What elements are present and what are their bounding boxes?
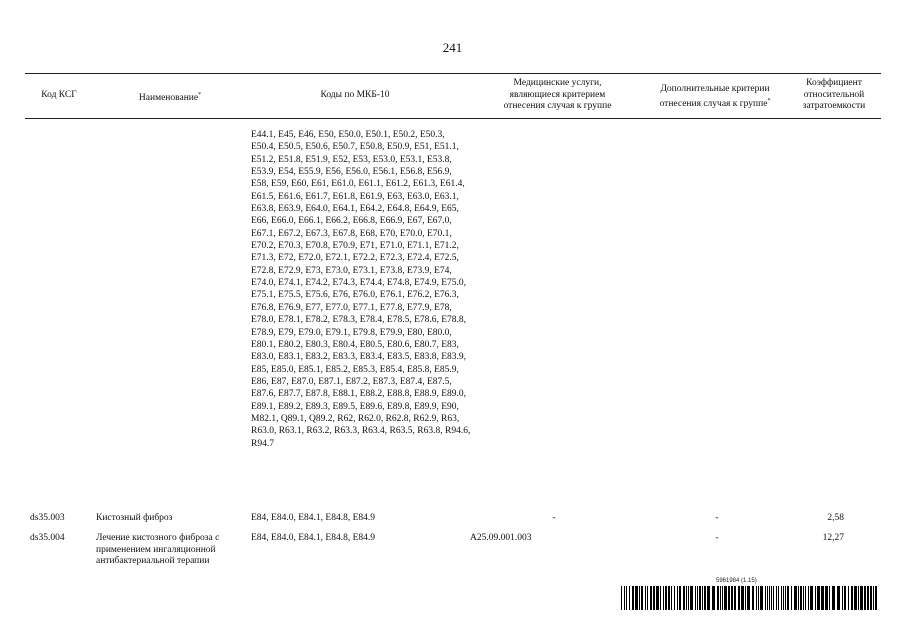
header-name-marker: *	[198, 92, 202, 98]
header-extra-marker: *	[767, 97, 771, 104]
header-name-text: Наименование	[138, 93, 199, 104]
header-code-ksg: Код КСГ	[41, 90, 77, 100]
row-coef: 2,58	[827, 513, 844, 523]
header-top-rule	[25, 73, 881, 74]
header-name	[95, 90, 245, 105]
barcode-bars	[621, 586, 878, 610]
row-mkb: E84, E84.0, E84.1, E84.8, E84.9	[251, 513, 376, 523]
header-bottom-rule	[25, 118, 881, 119]
row-name: Кистозный фиброз	[96, 513, 173, 523]
row-mkb: E84, E84.0, E84.1, E84.8, E84.9	[251, 533, 376, 543]
header-extra-criteria	[645, 84, 785, 110]
row-coef: 12,27	[822, 533, 844, 543]
row-extra: -	[715, 513, 719, 523]
row-code: ds35.004	[30, 533, 65, 543]
header-mkb-codes: Коды по МКБ-10	[320, 90, 390, 100]
continued-mkb-codes: E44.1, E45, E46, E50, E50.0, E50.1, E50.2, E50.3, E50.4, E50.5, E50.6, E50.7, E50.8, E50.9, E51, E51.1, E51.2, E51.8, E51.9, E52, E53, E53.0, E53.1, E53.8, E53.9, E54, E55.9, E56, E56.0, E56.1, E56.8, E56.9, E58, E59, E60, E61, E61.0, E61.1, E61.2, E61.3, E61.4, E61.5, E61.6, E61.7, E61.8, E61.9, E63, E63.0, E63.1, E63.8, E63.9, E64.0, E64.1, E64.2, E64.8, E64.9, E65, E66, E66.0, E66.1, E66.2, E66.8, E66.9, E67, E67.0, E67.1, E67.2, E67.3, E67.8, E68, E70, E70.0, E70.1, E70.2, E70.3, E70.8, E70.9, E71, E71.0, E71.1, E71.2, E71.3, E72, E72.0, E72.1, E72.2, E72.3, E72.4, E72.5, E72.8, E72.9, E73, E73.0, E73.1, E73.8, E73.9, E74, E74.0, E74.1, E74.2, E74.3, E74.4, E74.8, E74.9, E75.0, E75.1, E75.5, E75.6, E76, E76.0, E76.1, E76.2, E76.3, E76.8, E76.9, E77, E77.0, E77.1, E77.8, E77.9, E78, E78.0, E78.1, E78.2, E78.3, E78.4, E78.5, E78.6, E78.8, E78.9, E79, E79.0, E79.1, E79.8, E79.9, E80, E80.0, E80.1, E80.2, E80.3, E80.4, E80.5, E80.6, E80.7, E83, E83.0, E83.1, E83.2, E83.3, E83.4, E83.5, E83.8, E83.9, E85, E85.0, E85.1, E85.2, E85.3, E85.4, E85.8, E85.9, E86, E87, E87.0, E87.1, E87.2, E87.3, E87.4, E87.5, E87.6, E87.7, E87.8, E88.1, E88.2, E88.8, E88.9, E89.0, E89.1, E89.2, E89.3, E89.5, E89.6, E89.8, E89.9, E90, M82.1, Q89.1, Q89.2, R62, R62.0, R62.8, R62.9, R63, R63.0, R63.1, R63.2, R63.3, R63.4, R63.5, R63.8, R94.6, R94.7	[251, 130, 471, 449]
header-coefficient: Коэффициент относительной затратоемкости	[802, 78, 866, 111]
row-extra: -	[715, 533, 719, 543]
barcode-number: 5961984 (1.15)	[716, 578, 757, 584]
row-code: ds35.003	[30, 513, 65, 523]
barcode	[621, 578, 878, 612]
header-extra-criteria-text: Дополнительные критерии отнесения случая к группе	[659, 84, 770, 109]
row-name: Лечение кистозного фиброза с применением ингаляционной антибактериальной терапии	[96, 533, 220, 566]
row-service: A25.09.001.003	[470, 533, 532, 543]
header-med-services: Медицинские услуги, являющиеся критерием отнесения случая к группе	[503, 78, 612, 111]
row-service: -	[552, 513, 556, 523]
page-number: 241	[442, 40, 463, 55]
